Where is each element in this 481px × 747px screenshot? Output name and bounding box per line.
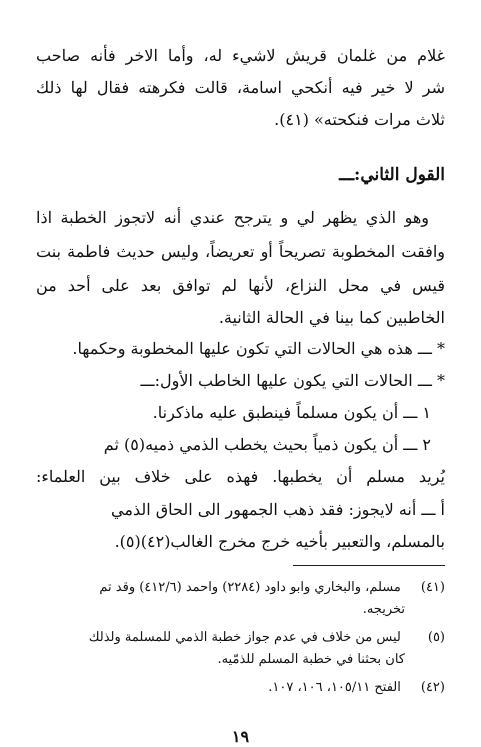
lettered-marker: أ ـــ [421, 500, 445, 519]
footnote-separator [293, 565, 445, 566]
body-line: قيس في محل النزاع، لأنها لم توافق بعد على أحد من [36, 276, 445, 295]
numbered-text: أن يكون ذمياً بحيث يخطب الذمي ذميه(٥) ثم [103, 435, 399, 454]
footnote-text: الفتح ١٠٥/١١، ١٠٦، ١٠٧. [268, 680, 401, 695]
body-line: شر لا خير فيه أنكحي اسامة، قالت فكرهته فقال لها ذلك [36, 78, 445, 97]
footnote-continuation: تخريجه. [362, 602, 405, 617]
body-line: ثلاث مرات فنكحته» (٤١). [274, 110, 445, 129]
bullet-text: هذه هي الحالات التي تكون عليها المخطوبة وحكمها. [72, 339, 413, 358]
bullet-item [36, 337, 445, 361]
numbered-text: أن يكون مسلماً فينطبق عليه ماذكرنا. [152, 403, 399, 422]
footnote [36, 578, 445, 598]
footnote-text: ليس من خلاف في عدم جواز خطبة الذمي للمسلمة ولذلك [88, 630, 401, 645]
footnote-continuation: كان بحثنا في خطبة المسلم للذمّيه. [217, 652, 405, 667]
body-line: وافقت المخطوبة تصريحاً أو تعريضاً، وليس حديث فاطمة بنت [36, 242, 445, 261]
body-line: الخاطبين كما بينا في الحالة الثانية. [218, 308, 445, 327]
footnote-number: (٤٢) [420, 680, 445, 695]
body-line: وهو الذي يظهر لي و يترجح عندي أنه لاتجوز الخطبة اذا [36, 208, 429, 227]
footnote [36, 678, 445, 698]
section-heading: القول الثاني:ـــ [339, 165, 445, 185]
bullet-item [36, 369, 445, 393]
numbered-marker: ١ ـــ [403, 403, 431, 422]
body-line: غلام من غلمان قريش لاشيء له، وأما الاخر فأنه صاحب [36, 46, 445, 65]
numbered-marker: ٢ ـــ [403, 435, 431, 454]
numbered-item [36, 433, 431, 457]
footnote-number: (٥) [427, 630, 445, 645]
body-line: يُريد مسلم أن يخطبها. فهذه على خلاف بين العلماء: [36, 467, 445, 486]
lettered-item [36, 498, 445, 522]
page-number: ١٩ [231, 727, 250, 746]
footnote-text: مسلم، والبخاري وابو داود (٢٢٨٤) واحمد (٤١٢/٦) وقد تم [99, 580, 401, 595]
bullet-marker: * ـــ [417, 339, 445, 358]
bullet-marker: * ـــ [417, 371, 445, 390]
footnote [36, 628, 445, 648]
body-line: بالمسلم، والتعبير بأخيه خرج مخرج الغالب(٤٢)(٥). [114, 532, 445, 551]
bullet-text: الحالات التي يكون عليها الخاطب الأول:ـــ [140, 371, 413, 390]
numbered-item [36, 401, 431, 425]
footnote-number: (٤١) [420, 580, 445, 595]
lettered-text: أنه لايجوز: فقد ذهب الجمهور الى الحاق الذمي [111, 500, 417, 519]
